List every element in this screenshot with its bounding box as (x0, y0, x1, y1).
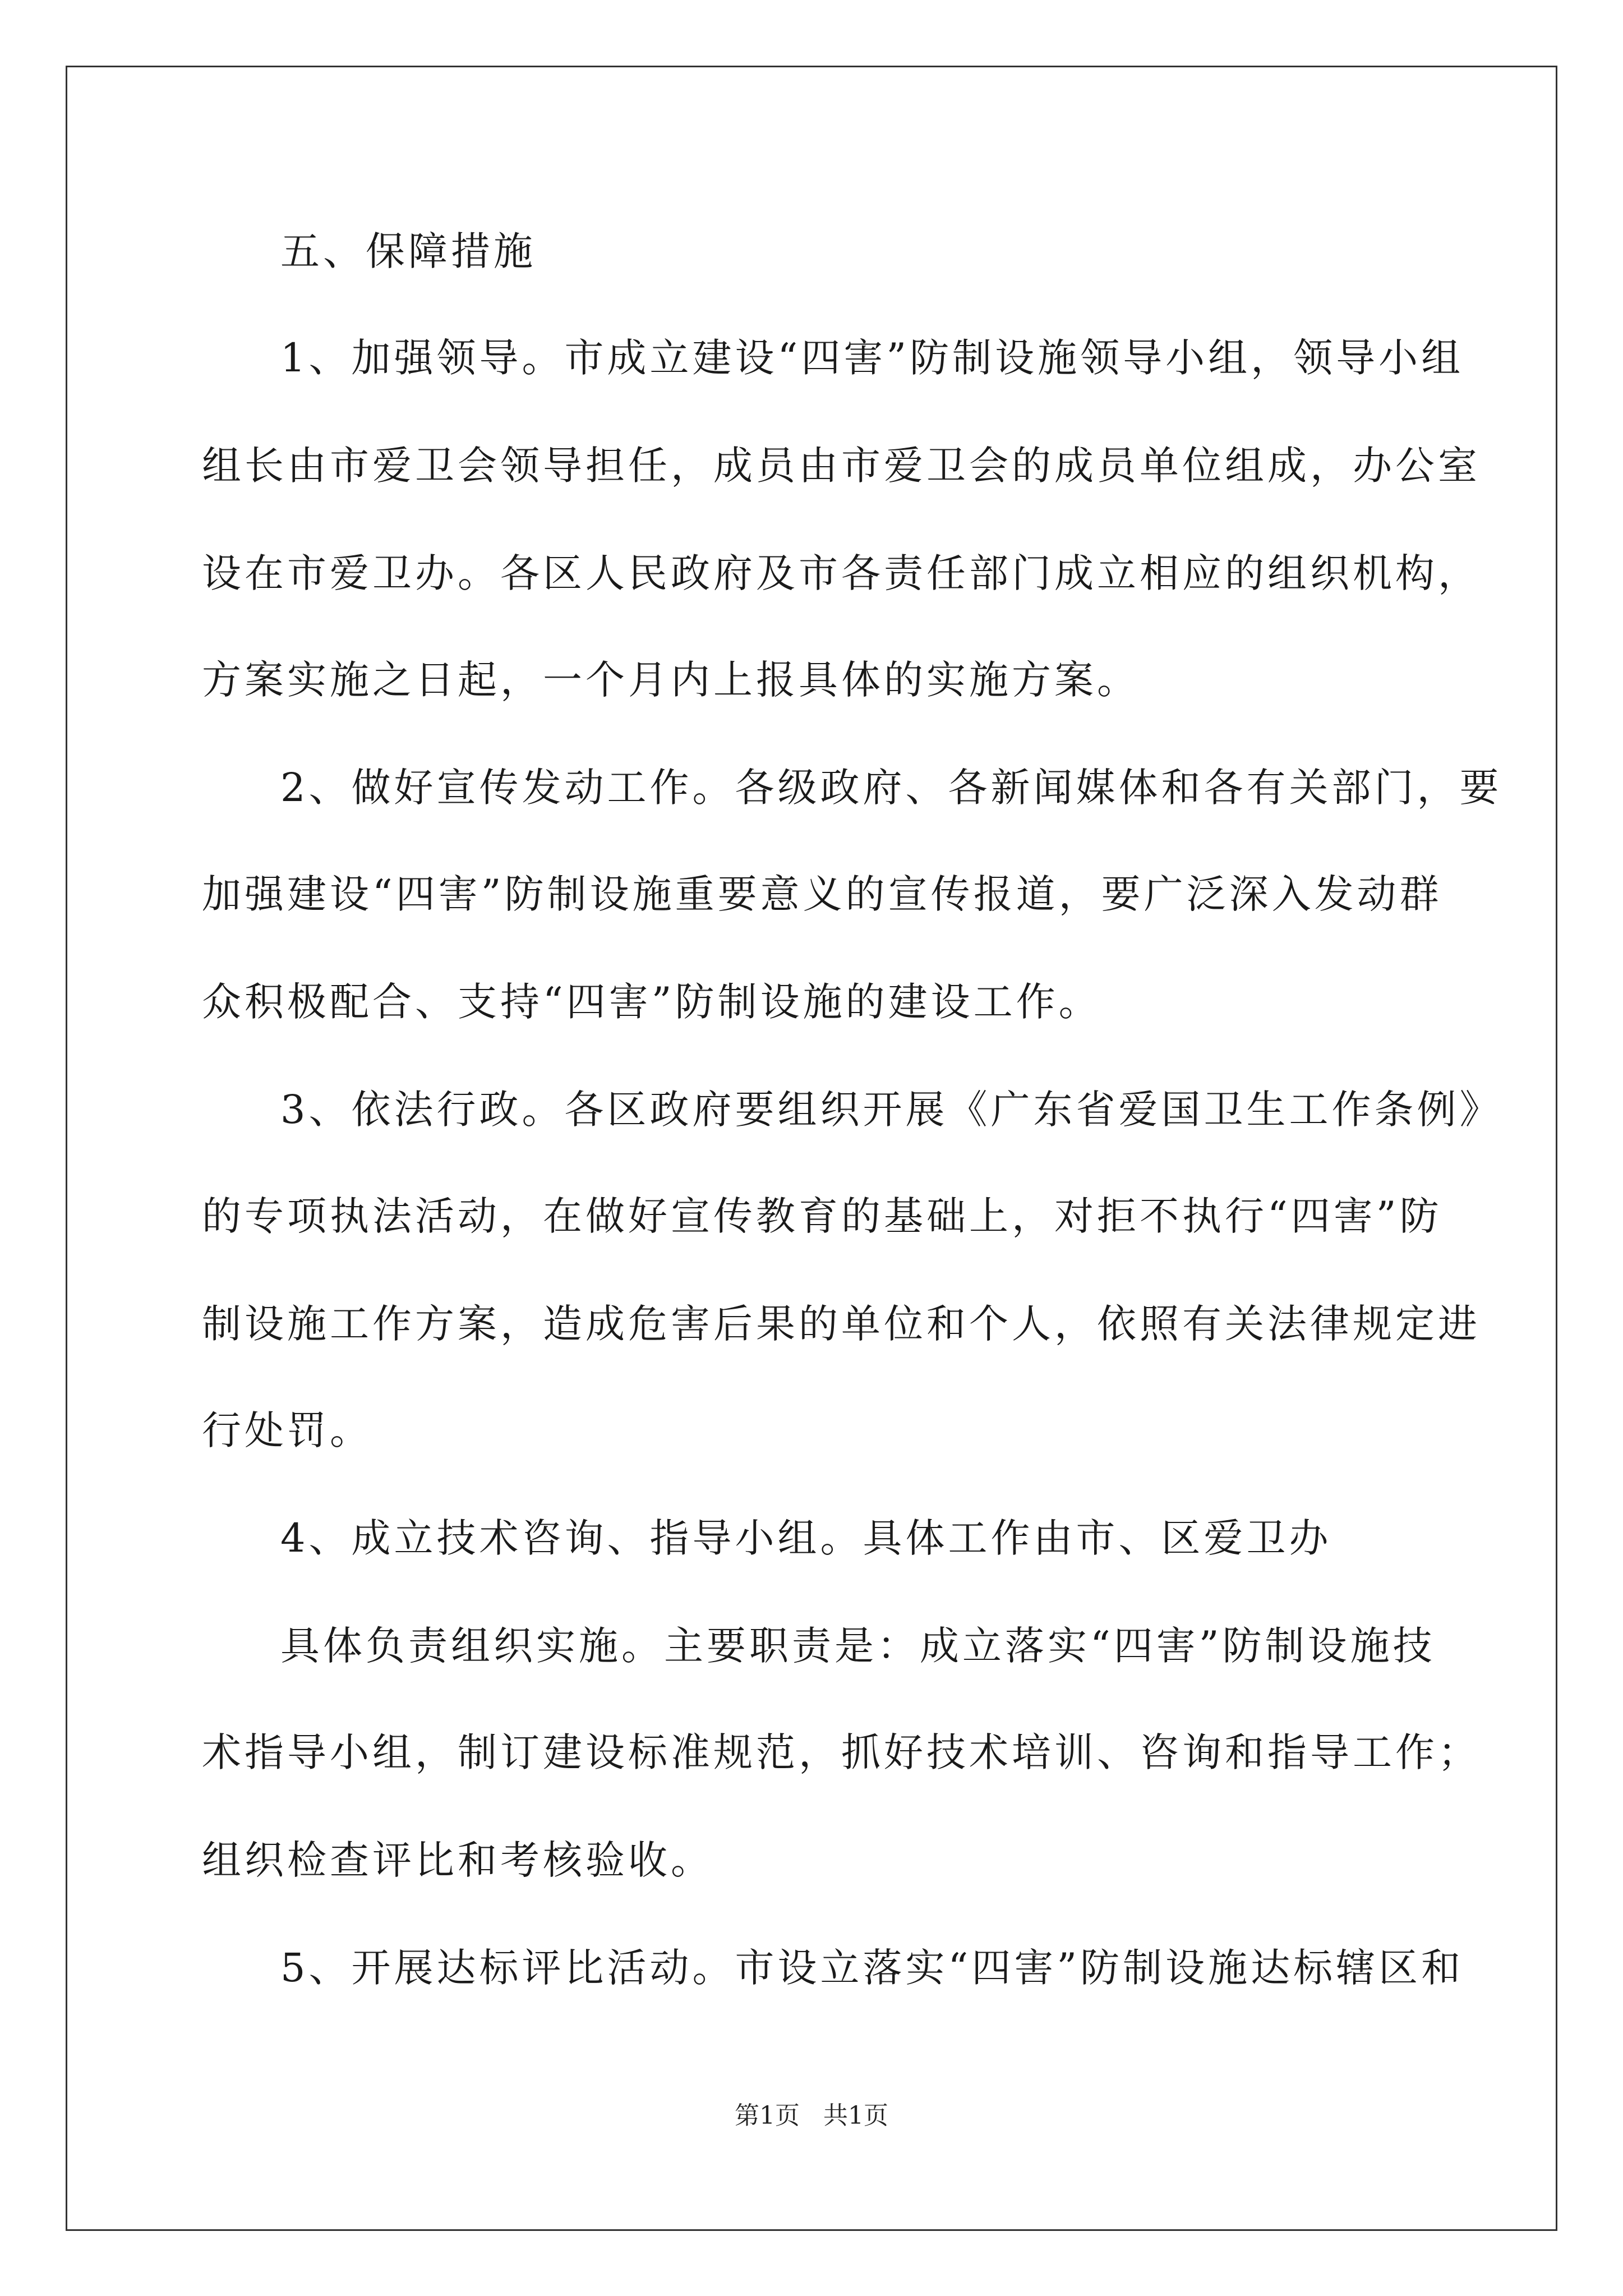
section-heading: 五、保障措施 (280, 228, 536, 274)
page-number: 第1页 (735, 2101, 800, 2130)
paragraph-line: 方案实施之日起，一个月内上报具体的实施方案。 (202, 657, 1140, 703)
paragraph-line: 加强建设“四害”防制设施重要意义的宣传报道，要广泛深入发动群 (202, 871, 1442, 917)
paragraph-line: 组长由市爱卫会领导担任，成员由市爱卫会的成员单位组成，办公室 (202, 443, 1481, 489)
paragraph-line: 5、开展达标评比活动。市设立落实“四害”防制设施达标辖区和 (280, 1945, 1464, 1991)
page-footer (0, 2099, 1623, 2133)
paragraph-line: 组织检查评比和考核验收。 (202, 1837, 713, 1883)
paragraph-line: 术指导小组，制订建设标准规范，抓好技术培训、咨询和指导工作； (202, 1729, 1481, 1775)
paragraph-line: 行处罚。 (202, 1407, 372, 1453)
paragraph-line: 3、依法行政。各区政府要组织开展《广东省爱国卫生工作条例》 (280, 1087, 1502, 1133)
paragraph-line: 众积极配合、支持“四害”防制设施的建设工作。 (202, 979, 1101, 1025)
page-total: 共1页 (823, 2101, 888, 2130)
paragraph-line: 设在市爱卫办。各区人民政府及市各责任部门成立相应的组织机构， (202, 550, 1481, 596)
paragraph-line: 的专项执法活动，在做好宣传教育的基础上，对拒不执行“四害”防 (202, 1193, 1442, 1239)
paragraph-line: 制设施工作方案，造成危害后果的单位和个人，依照有关法律规定进 (202, 1301, 1481, 1347)
paragraph-line: 具体负责组织实施。主要职责是：成立落实“四害”防制设施技 (280, 1623, 1436, 1669)
paragraph-line: 4、成立技术咨询、指导小组。具体工作由市、区爱卫办 (280, 1515, 1332, 1561)
page-border (66, 66, 1557, 2231)
paragraph-line: 2、做好宣传发动工作。各级政府、各新闻媒体和各有关部门，要 (280, 765, 1502, 811)
paragraph-line: 1、加强领导。市成立建设“四害”防制设施领导小组，领导小组 (280, 335, 1464, 381)
